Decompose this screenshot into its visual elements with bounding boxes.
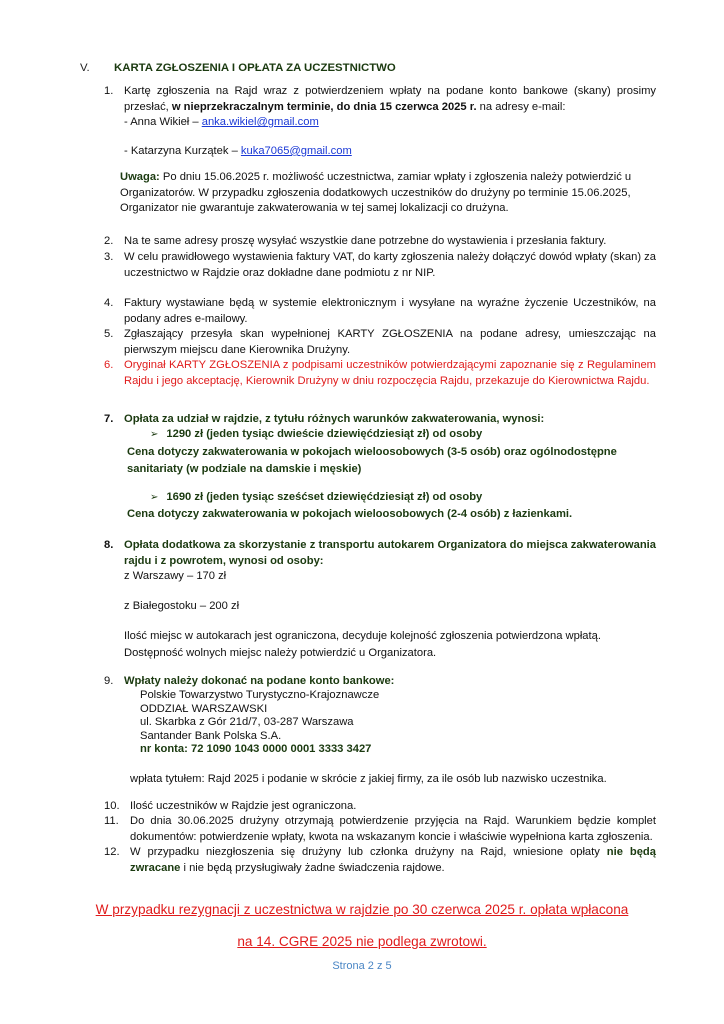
item-number: 6. bbox=[104, 359, 114, 371]
list-item bbox=[104, 814, 656, 845]
list-item bbox=[104, 296, 656, 327]
list-item bbox=[104, 412, 656, 428]
organization-branch: ODDZIAŁ WARSZAWSKI bbox=[140, 702, 268, 715]
email-link[interactable]: kuka7065@gmail.com bbox=[240, 144, 352, 157]
refund-warning-text: na 14. CGRE 2025 nie podlega zwrotowi. bbox=[237, 934, 487, 949]
price-text: 1290 zł (jeden tysiąc dwieście dziewięćdziesiąt zł) od osoby bbox=[166, 428, 483, 440]
email-link[interactable]: anka.wikiel@gmail.com bbox=[201, 116, 319, 129]
item-text bbox=[130, 845, 656, 876]
item-text-part: Kartę zgłoszenia na Rajd wraz z potwierdzeniem wpłaty na podane konto bankowe (skany) prosimy przesłać, bbox=[124, 85, 656, 113]
organization-address: ul. Skarbka z Gór 21d/7, 03-287 Warszawa bbox=[140, 716, 354, 729]
item-number: 7. bbox=[104, 413, 114, 425]
refund-warning-text: W przypadku rezygnacji z uczestnictwa w rajdzie po 30 czerwca 2025 r. opłata wpłacona bbox=[95, 902, 629, 917]
item-number: 9. bbox=[104, 675, 114, 687]
item-text: Na te same adresy proszę wysyłać wszystkie dane potrzebne do wystawienia i przesłania faktury. bbox=[124, 235, 607, 247]
item-title: Opłata za udział w rajdzie, z tytułu różnych warunków zakwaterowania, wynosi: bbox=[124, 413, 545, 425]
note-block bbox=[120, 170, 656, 217]
list-item bbox=[104, 84, 656, 159]
item-text: Zgłaszający przesyła skan wypełnionej KARTY ZGŁOSZENIA na podane adresy, umieszczając na pierwszym miejscu dane Kierownika Drużyny. bbox=[124, 328, 656, 356]
deadline-text: w nieprzekraczalnym terminie, do dnia 15 czerwca 2025 r. bbox=[171, 100, 477, 113]
item-number: 2. bbox=[104, 235, 114, 247]
item-title: Wpłaty należy dokonać na podane konto bankowe: bbox=[124, 675, 395, 687]
section-number: V. bbox=[80, 62, 90, 74]
bank-details bbox=[140, 689, 640, 757]
list-item bbox=[104, 845, 656, 876]
item-text-part: i nie będą przysługiwały żadne świadczenia rajdowe. bbox=[180, 861, 445, 874]
item-number: 12. bbox=[104, 846, 120, 858]
list-item bbox=[104, 250, 656, 281]
transport-price: z Białegostoku – 200 zł bbox=[124, 600, 240, 612]
item-text: Ilość uczestników w Rajdzie jest ograniczona. bbox=[130, 800, 357, 812]
note-text: Po dniu 15.06.2025 r. możliwość uczestnictwa, zamiar wpłaty i zgłoszenia należy potwierdzić u Organizatorów. W przypadku zgłoszenia dodatkowych uczestników do drużyny po terminie 15.06.2025, Organizator nie gwarantuje zakwaterowania w tej samej lokalizacji co drużyna. bbox=[120, 171, 632, 215]
payment-title-note: wpłata tytułem: Rajd 2025 i podanie w skrócie z jakiej firmy, za ile osób lub nazwisko uczestnika. bbox=[130, 773, 607, 785]
item-title: Opłata dodatkowa za skorzystanie z transportu autokarem Organizatora do miejsca zakwaterowania rajdu i z powrotem, wynosi od osoby: bbox=[124, 539, 656, 567]
note-label: Uwaga: bbox=[120, 171, 160, 183]
contact-name: - Anna Wikieł – bbox=[124, 116, 202, 129]
list-item bbox=[104, 358, 656, 389]
item-number: 11. bbox=[104, 815, 119, 827]
transport-price: z Warszawy – 170 zł bbox=[124, 570, 227, 582]
list-item bbox=[104, 234, 656, 250]
price-description: Cena dotyczy zakwaterowania w pokojach wieloosobowych (2-4 osób) z łazienkami. bbox=[127, 508, 573, 520]
emphasis-text: nie będą zwracane bbox=[130, 846, 656, 874]
item-text-part: na adresy e-mail: bbox=[476, 100, 566, 113]
arrow-bullet-icon: ➢ bbox=[150, 492, 159, 503]
item-number: 10. bbox=[104, 800, 120, 812]
list-item bbox=[104, 674, 656, 690]
bank-name: Santander Bank Polska S.A. bbox=[140, 729, 282, 742]
price-option bbox=[150, 491, 482, 503]
item-number: 5. bbox=[104, 328, 114, 340]
item-number: 8. bbox=[104, 539, 114, 551]
section-heading bbox=[80, 62, 396, 74]
contact-name: - Katarzyna Kurzątek – bbox=[124, 144, 241, 157]
item-number: 3. bbox=[104, 251, 114, 263]
item-number: 4. bbox=[104, 297, 114, 309]
list-item bbox=[104, 799, 656, 815]
page-number: Strona 2 z 5 bbox=[332, 960, 392, 972]
item-text: W celu prawidłowego wystawienia faktury VAT, do karty zgłoszenia należy dołączyć dowód wpłaty (skan) za uczestnictwo w Rajdzie oraz dokładne dane podmiotu z nr NIP. bbox=[124, 251, 656, 279]
organization-name: Polskie Towarzystwo Turystyczno-Krajoznawcze bbox=[140, 689, 380, 701]
section-title: KARTA ZGŁOSZENIA I OPŁATA ZA UCZESTNICTWO bbox=[114, 62, 396, 74]
price-description: Cena dotyczy zakwaterowania w pokojach wieloosobowych (3-5 osób) oraz ogólnodostępne sanitariaty (w podziale na damskie i męskie) bbox=[127, 446, 617, 475]
item-text: Oryginał KARTY ZGŁOSZENIA z podpisami uczestników potwierdzającymi zapoznanie się z Regulaminem Rajdu i jego akceptację, Kierownik Drużyny w dniu rozpoczęcia Rajdu, przekazuje do Kierownictwa Rajdu. bbox=[124, 359, 656, 387]
item-number: 1. bbox=[104, 85, 114, 97]
refund-warning-line-2 bbox=[0, 934, 724, 949]
price-option bbox=[150, 428, 482, 440]
list-item bbox=[104, 538, 656, 569]
account-number: nr konta: 72 1090 1043 0000 0001 3333 3427 bbox=[140, 743, 372, 756]
item-text: Do dnia 30.06.2025 drużyny otrzymają potwierdzenie przyjęcia na Rajd. Warunkiem będzie komplet dokumentów: potwierdzenie wpłaty, kwota na wskazanym koncie i właściwie wypełniona karta zgłoszenia. bbox=[130, 815, 656, 843]
price-text: 1690 zł (jeden tysiąc sześćset dziewięćdziesiąt zł) od osoby bbox=[166, 491, 483, 503]
arrow-bullet-icon: ➢ bbox=[150, 429, 159, 440]
item-text: Faktury wystawiane będą w systemie elektronicznym i wysyłane na wyraźne życzenie Uczestników, na podany adres e-mailowy. bbox=[124, 297, 656, 325]
refund-warning-line-1 bbox=[0, 902, 724, 917]
item-text-part: W przypadku niezgłoszenia się drużyny lub członka drużyny na Rajd, wniesione opłaty bbox=[130, 846, 607, 858]
list-item bbox=[104, 327, 656, 358]
transport-note: Ilość miejsc w autokarach jest ograniczona, decyduje kolejność zgłoszenia potwierdzona wpłatą. Dostępność wolnych miejsc należy potwierdzić u Organizatora. bbox=[124, 630, 601, 659]
item-text bbox=[124, 84, 656, 159]
